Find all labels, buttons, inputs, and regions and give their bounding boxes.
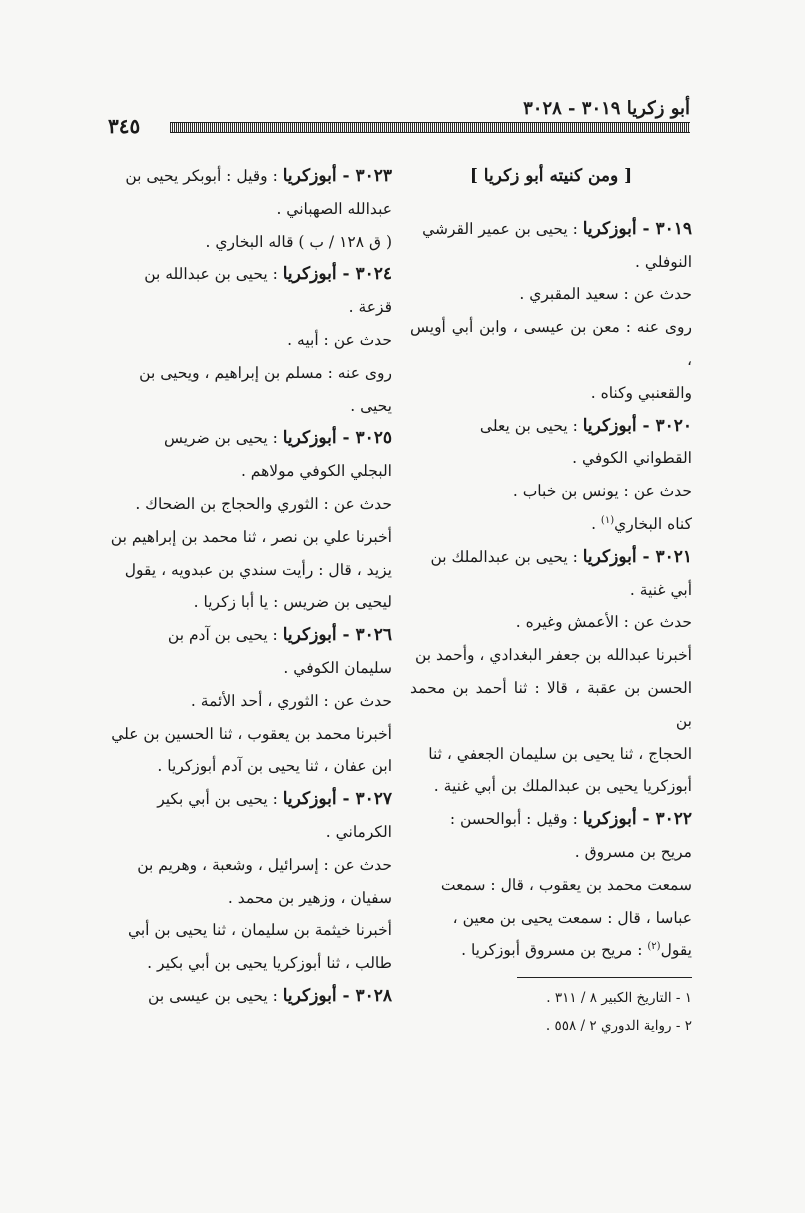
line-text: : يحيى بن ضريس bbox=[163, 429, 278, 448]
line-text: والقعنبي وكناه . bbox=[590, 383, 692, 402]
entry-number: ٣٠١٩ - أبوزكريا bbox=[582, 218, 692, 239]
text-line bbox=[110, 390, 392, 423]
text-line bbox=[110, 586, 392, 619]
line-text: حدث عن : الثوري ، أحد الأئمة . bbox=[190, 691, 392, 710]
text-line bbox=[410, 246, 692, 279]
line-text: : يحيى بن عبدالملك بن bbox=[430, 547, 578, 566]
line-text: البجلي الكوفي مولاهم . bbox=[240, 462, 392, 481]
text-line bbox=[110, 488, 392, 521]
text-line bbox=[110, 750, 392, 783]
entry-number: ٣٠٢١ - أبوزكريا bbox=[582, 546, 692, 567]
header-rule bbox=[170, 122, 690, 133]
line-text: : يحيى بن عبدالله بن bbox=[144, 265, 278, 284]
entry-heading-line bbox=[110, 783, 392, 816]
text-line bbox=[110, 685, 392, 718]
entry-heading-line bbox=[110, 422, 392, 455]
text-line bbox=[410, 606, 692, 639]
line-text: أخبرنا عبدالله بن جعفر البغدادي ، وأحمد بن bbox=[415, 646, 692, 665]
line-text: أخبرنا محمد بن يعقوب ، ثنا الحسين بن علي bbox=[111, 724, 392, 743]
line-text: الكرماني . bbox=[325, 822, 392, 841]
entry-heading-line bbox=[410, 803, 692, 836]
line-text-tail: : مريح بن مسروق أبوزكريا . bbox=[461, 941, 648, 960]
footnote: ٢ - رواية الدوري ٢ / ٥٥٨ . bbox=[545, 1018, 692, 1035]
text-line bbox=[410, 836, 692, 869]
text-line bbox=[410, 738, 692, 771]
text-line bbox=[410, 869, 692, 902]
text-line bbox=[110, 226, 392, 259]
text-line bbox=[110, 914, 392, 947]
entry-heading-line bbox=[110, 980, 392, 1013]
line-text: عبدالله الصهباني . bbox=[276, 199, 392, 218]
text-line bbox=[410, 377, 692, 410]
line-text: قزعة . bbox=[348, 298, 392, 317]
line-text: ابن عفان ، ثنا يحيى بن آدم أبوزكريا . bbox=[157, 757, 392, 776]
text-line bbox=[110, 882, 392, 915]
entry-number: ٣٠٢٧ - أبوزكريا bbox=[282, 789, 392, 810]
text-line bbox=[110, 357, 392, 390]
entry-heading-line bbox=[410, 410, 692, 443]
line-text: الحسن بن عقبة ، قالا : ثنا أحمد بن محمد بن bbox=[410, 678, 692, 730]
line-text: حدث عن : الثوري والحجاج بن الضحاك . bbox=[135, 494, 392, 513]
line-text: روى عنه : معن بن عيسى ، وابن أبي أويس ، bbox=[410, 318, 692, 369]
entry-number: ٣٠٢٨ - أبوزكريا bbox=[282, 985, 392, 1006]
line-text: مريح بن مسروق . bbox=[574, 842, 692, 861]
line-text: طالب ، ثنا أبوزكريا يحيى بن أبي بكير . bbox=[147, 954, 392, 973]
right-column bbox=[410, 160, 692, 1040]
line-text: : يحيى بن عيسى بن bbox=[148, 986, 278, 1005]
running-title: أبو زكريا ٣٠١٩ - ٣٠٢٨ bbox=[523, 98, 690, 119]
text-line bbox=[110, 816, 392, 849]
line-text: حدث عن : يونس بن خباب . bbox=[512, 482, 692, 501]
left-column bbox=[110, 160, 392, 1013]
line-text: : يحيى بن عمير القرشي bbox=[422, 219, 578, 238]
footnote-ref: (١) bbox=[600, 514, 615, 526]
line-text: أخبرنا علي بن نصر ، ثنا محمد بن إبراهيم بن bbox=[110, 527, 392, 546]
entry-heading-line bbox=[110, 619, 392, 652]
line-text: حدث عن : أبيه . bbox=[287, 330, 392, 349]
entry-number: ٣٠٢٥ - أبوزكريا bbox=[282, 428, 392, 449]
text-line bbox=[110, 324, 392, 357]
line-text: : وقيل : أبوالحسن : bbox=[449, 810, 578, 829]
entry-heading-line bbox=[410, 541, 692, 574]
footnote: ١ - التاريخ الكبير ٨ / ٣١١ . bbox=[546, 990, 692, 1007]
page-number: ٣٤٥ bbox=[108, 114, 141, 138]
entry-heading-line bbox=[110, 258, 392, 291]
text-line bbox=[110, 718, 392, 751]
text-line bbox=[110, 554, 392, 587]
line-text: يحيى . bbox=[350, 396, 392, 415]
line-text: حدث عن : سعيد المقبري . bbox=[519, 285, 692, 304]
text-line bbox=[410, 639, 692, 672]
text-line bbox=[410, 475, 692, 508]
line-text-tail: . bbox=[591, 514, 601, 533]
entry-heading-line bbox=[110, 160, 392, 193]
line-text: النوفلي . bbox=[634, 252, 692, 271]
line-text: أبي غنية . bbox=[629, 580, 692, 599]
text-line bbox=[410, 574, 692, 607]
line-text: حدث عن : إسرائيل ، وشعبة ، وهريم بن bbox=[137, 855, 392, 874]
text-line bbox=[110, 652, 392, 685]
line-text: حدث عن : الأعمش وغيره . bbox=[515, 613, 692, 632]
text-line bbox=[410, 508, 692, 541]
text-line bbox=[410, 442, 692, 475]
footnote-rule bbox=[517, 977, 692, 978]
entry-number: ٣٠٢٤ - أبوزكريا bbox=[282, 264, 392, 285]
section-title: [ ومن كنيته أبو زكريا ] bbox=[469, 166, 633, 186]
entry-number: ٣٠٢٣ - أبوزكريا bbox=[282, 166, 392, 186]
line-text: : يحيى بن يعلى bbox=[479, 416, 578, 435]
line-text: أخبرنا خيثمة بن سليمان ، ثنا يحيى بن أبي bbox=[127, 921, 392, 940]
text-line bbox=[410, 672, 692, 738]
line-text: : يحيى بن آدم بن bbox=[167, 626, 278, 645]
line-text: : وقيل : أبوبكر يحيى بن bbox=[125, 167, 278, 185]
text-line bbox=[410, 278, 692, 311]
line-text: يزيد ، قال : رأيت سندي بن عبدويه ، يقول bbox=[124, 560, 392, 579]
line-text: ( ق ١٢٨ / ب ) قاله البخاري . bbox=[205, 232, 392, 251]
line-text: كناه البخاري bbox=[614, 514, 692, 533]
line-text: القطواني الكوفي . bbox=[572, 449, 692, 468]
text-line bbox=[410, 311, 692, 377]
text-line bbox=[110, 947, 392, 980]
line-text: : يحيى بن أبي بكير bbox=[157, 790, 278, 809]
line-text: سمعت محمد بن يعقوب ، قال : سمعت bbox=[440, 875, 692, 894]
line-text: الحجاج ، ثنا يحيى بن سليمان الجعفي ، ثنا bbox=[428, 744, 692, 763]
text-line bbox=[110, 455, 392, 488]
line-text: عباسا ، قال : سمعت يحيى بن معين ، bbox=[452, 908, 692, 927]
text-line bbox=[110, 521, 392, 554]
line-text: يقول bbox=[660, 941, 692, 960]
text-line bbox=[110, 291, 392, 324]
line-text: ليحيى بن ضريس : يا أبا زكريا . bbox=[193, 593, 392, 612]
entry-number: ٣٠٢٦ - أبوزكريا bbox=[282, 625, 392, 646]
text-line bbox=[410, 770, 692, 803]
text-line bbox=[410, 934, 692, 967]
text-line bbox=[410, 902, 692, 935]
line-text: روى عنه : مسلم بن إبراهيم ، ويحيى بن bbox=[139, 363, 392, 382]
text-line bbox=[110, 849, 392, 882]
entry-heading-line bbox=[410, 213, 692, 246]
line-text: سليمان الكوفي . bbox=[283, 658, 392, 677]
footnote-ref: (٢) bbox=[647, 941, 661, 953]
page-header bbox=[108, 98, 690, 138]
entry-number: ٣٠٢٠ - أبوزكريا bbox=[582, 415, 692, 436]
entry-number: ٣٠٢٢ - أبوزكريا bbox=[582, 809, 692, 830]
text-line bbox=[110, 193, 392, 226]
line-text: سفيان ، وزهير بن محمد . bbox=[227, 888, 392, 907]
line-text: أبوزكريا يحيى بن عبدالملك بن أبي غنية . bbox=[433, 777, 692, 796]
